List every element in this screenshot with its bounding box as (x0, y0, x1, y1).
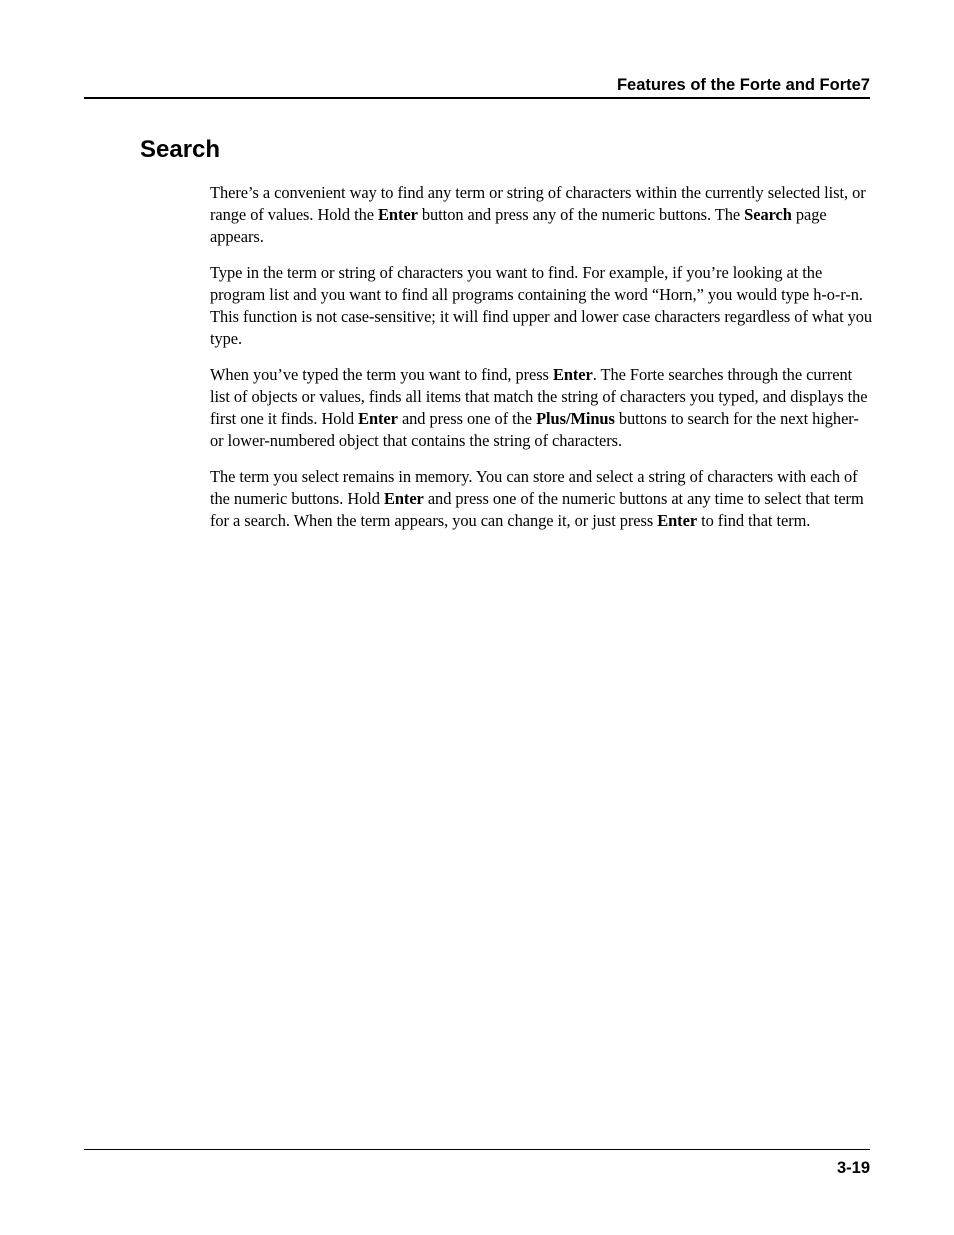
body-text (210, 182, 876, 546)
text-run: buttons to search for the next higher- or lower-numbered object that contains the string of characters. (210, 409, 859, 450)
text-run: page appears. (210, 205, 827, 246)
section-title: Search (140, 136, 221, 163)
paragraph-intro (210, 182, 876, 248)
keyword-enter: Enter (552, 365, 593, 384)
paragraph-typing (210, 262, 876, 350)
keyword-search: Search (744, 205, 792, 224)
running-header: Features of the Forte and Forte7 (616, 76, 870, 94)
paragraph-memory (210, 466, 876, 532)
page-number: 3-19 (836, 1159, 870, 1177)
text-run: . The Forte searches through the current list of objects or values, finds all items that match the string of characters you typed, and displays the first one it finds. Hold (210, 365, 868, 428)
keyword-enter: Enter (383, 489, 424, 508)
header-rule (84, 97, 870, 99)
keyword-plus-minus: Plus/Minus (536, 409, 615, 428)
footer-rule (84, 1149, 870, 1150)
text-run: and press one of the (397, 409, 537, 428)
keyword-enter: Enter (657, 511, 698, 530)
text-run: When you’ve typed the term you want to find, press (210, 365, 553, 384)
text-run: button and press any of the numeric buttons. The (417, 205, 745, 224)
text-run: The term you select remains in memory. You can store and select a string of characters with each of the numeric buttons. Hold (210, 467, 858, 508)
text-run: to find that term. (697, 511, 811, 530)
text-run: and press one of the numeric buttons at any time to select that term for a search. When the term appears, you can change it, or just press (210, 489, 864, 530)
text-run: There’s a convenient way to find any term or string of characters within the currently selected list, or range of values. Hold the (210, 183, 866, 224)
text-run: Type in the term or string of characters you want to find. For example, if you’re looking at the program list and you want to find all programs containing the word “Horn,” you would type h-o-r-n. This function is not case-sensitive; it will find upper and lower case characters regardless of what you type. (210, 263, 873, 348)
keyword-enter: Enter (378, 205, 418, 224)
keyword-enter: Enter (358, 409, 398, 428)
paragraph-results (210, 364, 876, 452)
